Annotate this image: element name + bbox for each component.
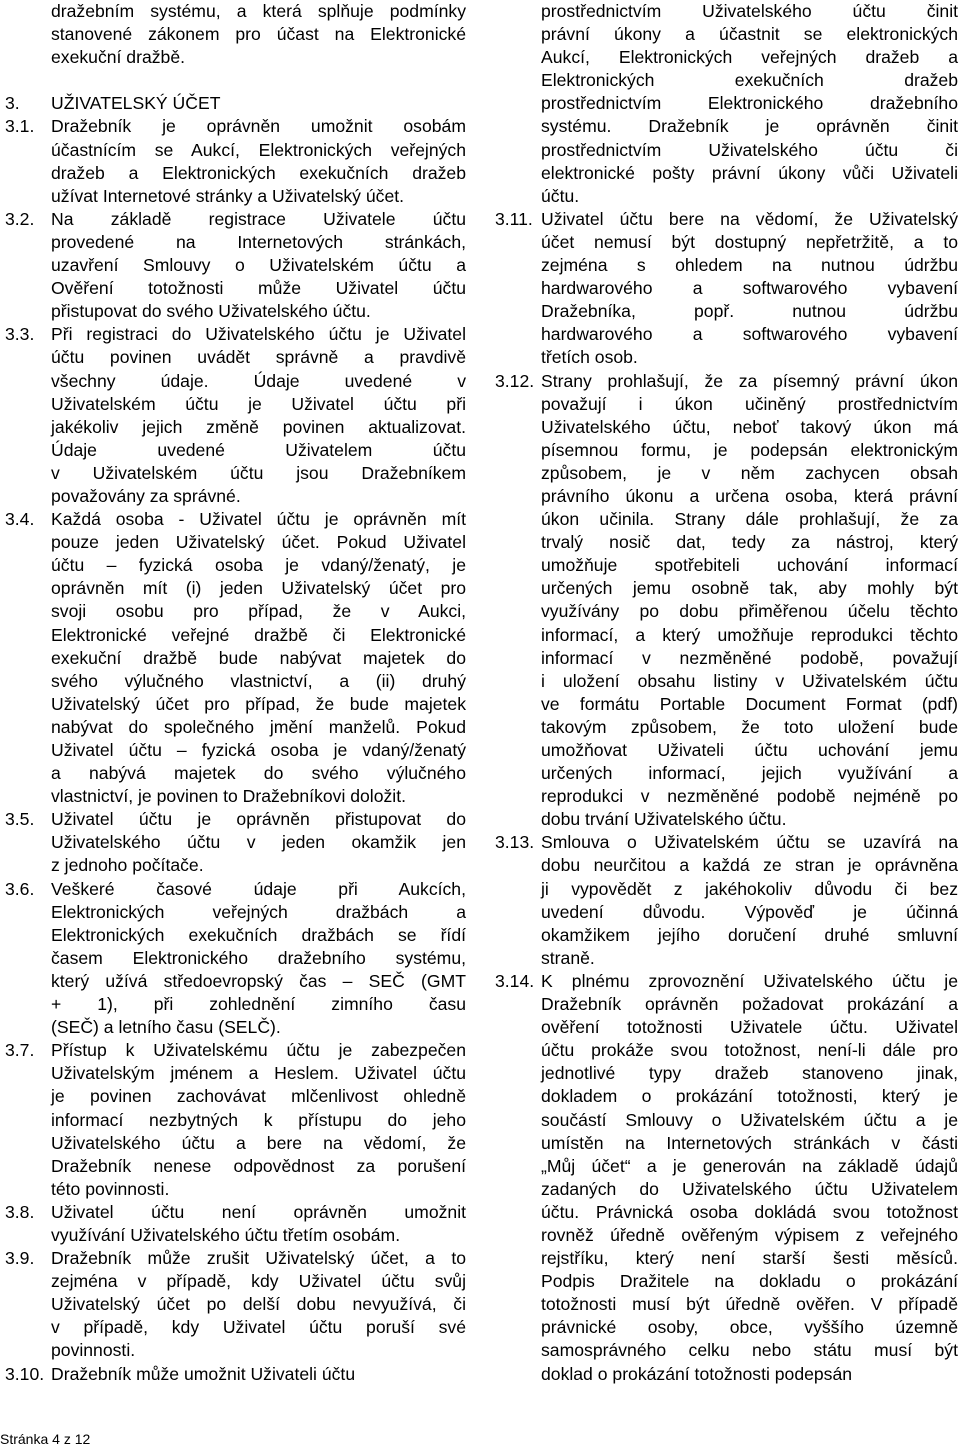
text-line: rejstříku, který není starší šesti měsíců. [541,1248,958,1269]
text-line: Dražebník nenese odpovědnost za porušení [51,1155,466,1176]
text-line: vlastnictví, je povinen to Dražebníkovi doložit. [51,786,406,807]
text-line: (SEČ) a letního času (SELČ). [51,1017,281,1038]
text-line: i uložení obsahu listiny v Uživatelském účtu [541,670,958,691]
text-line: exekuční dražbě. [51,47,185,68]
text-line: právnické osoby, obce, vyššího územně [541,1317,958,1338]
text-line: ověření totožnosti Uživatele účtu. Uživatel [541,1017,958,1038]
text-line: Uživatelského účtu a bere na vědomí, že [51,1132,466,1153]
text-line: dražeb a Elektronických exekučních dražeb [51,162,466,183]
text-line: takovým způsobem, že toto uložení bude [541,716,958,737]
text-line: nabývat do společného jmění manželů. Pokud [51,716,466,737]
text-line: Při registraci do Uživatelského účtu je Uživatel [51,324,466,345]
clause-number: 3.11. [495,208,533,229]
text-line: Dražebníka, popř. nutnou údržbu [541,301,958,322]
text-line: účtu povinen uvádět správně a pravdivě [51,347,466,368]
text-line: samosprávného celku nebo státu musí být [541,1340,958,1361]
clause [5,1201,466,1247]
text-line: Uživatelským jménem a Heslem. Uživatel účtu [51,1063,466,1084]
text-line: právní úkony a účastnit se elektronických [541,24,958,45]
left-continued-paragraph [5,0,466,69]
text-line: Podpis Dražitele na dokladu o prokázání [541,1271,958,1292]
text-line: rovněž úředně ověřeným výpisem z veřejného [541,1224,958,1245]
text-line: využívány po dobu přiměřenou účelu těchto [541,601,958,622]
text-line: Na základě registrace Uživatele účtu [51,208,466,229]
text-line: stanovené zákonem pro účast na Elektronické [51,24,466,45]
clause [495,208,958,370]
text-line: doklad o prokázání totožnosti podepsán [541,1363,853,1384]
text-line: ve formátu Portable Document Format (pdf) [541,693,958,714]
text-line: informací v nezměněné podobě, považují [541,647,958,668]
clause-number: 3.14. [495,970,535,991]
text-line: pouze jeden Uživatelský účet. Pokud Uživatel [51,532,466,553]
text-line: Elektronických veřejných dražbách a [51,901,466,922]
text-line: Uživatel účtu bere na vědomí, že Uživatelský [541,208,958,229]
section-number: 3. [5,93,20,114]
right-continued-paragraph [495,0,958,208]
text-line: Elektronické veřejné dražbě či Elektronické [51,624,466,645]
text-line: Přístup k Uživatelskému účtu je zabezpečen [51,1040,466,1061]
text-line: dokladem o prokázání totožnosti, který je [541,1086,958,1107]
text-line: z jednoho počítače. [51,855,204,876]
text-line: Uživatel účtu není oprávněn umožnit [51,1201,466,1222]
text-line: zejména s ohledem na nutnou údržbu [541,255,958,276]
text-line: prostřednictvím Elektronického dražebního [541,93,958,114]
clause [5,808,466,877]
clause-number: 3.2. [5,208,35,229]
text-line: prostřednictvím Uživatelského účtu činit [541,1,958,21]
text-line: této povinnosti. [51,1178,170,1199]
text-line: všechny údaje. Údaje uvedené v [51,370,466,391]
text-line: totožnosti musí být úředně ověřen. V případě [541,1294,958,1315]
text-line: svého výlučného vlastnictví, a (ii) druhý [51,670,466,691]
text-line: Dražebník může zrušit Uživatelský účet, a to [51,1248,466,1269]
text-line: Uživatel účtu – fyzická osoba je vdaný/ženatý [51,740,466,760]
text-line: Uživatelský účet pro případ, že bude majetek [51,693,466,714]
text-line: hardwarového a softwarového vybavení [541,324,958,345]
clause [5,1039,466,1201]
text-line: určených jemu osobně tak, aby mohly být [541,578,958,599]
text-line: zadaných do Uživatelského účtu Uživatelem [541,1178,958,1199]
text-line: systému. Dražebník je oprávněn činit [541,116,958,137]
text-line: svoji osobu pro případ, že v Aukci, [51,601,466,622]
clause-number: 3.8. [5,1201,35,1222]
text-line: povinnosti. [51,1340,136,1361]
left-column [5,0,466,1386]
text-line: Uživatelský účet po delší dobu nevyužívá, či [51,1294,466,1315]
text-line: umožňovat Uživateli účtu uchování jemu [541,740,958,760]
clause-number: 3.3. [5,324,35,345]
text-line: jakékoliv jejich změně povinen aktualizovat. [51,416,466,437]
clause-number: 3.5. [5,809,35,830]
text-line: dobu trvání Uživatelského účtu. [541,809,787,830]
text-line: Dražebník oprávněn požadovat prokázání a [541,994,958,1015]
text-line: okamžikem jejího doručení druhé smluvní [541,924,958,945]
text-line: v případě, kdy Uživatel účtu poruší své [51,1317,466,1338]
text-line: způsobem, je v něm zachycen obsah [541,462,958,483]
text-line: Dražebník může umožnit Uživateli účtu [51,1363,356,1384]
text-line: Strany prohlašují, že za písemný právní úkon [541,370,958,391]
clause [5,1247,466,1362]
text-line: Elektronických exekučních dražeb [541,70,958,91]
text-line: K plnému zprovoznění Uživatelského účtu je [541,970,958,991]
text-line: umožňuje spotřebiteli uchování informací [541,555,958,576]
clause [5,508,466,808]
text-line: právního úkonu a určena osoba, která právní [541,485,958,506]
text-line: Elektronických exekučních dražbách se řídí [51,924,466,945]
right-column [495,0,958,1386]
clause-number: 3.1. [5,116,35,137]
text-line: jednotlivé typy dražeb stanoveno jinak, [541,1063,958,1084]
text-line: ji vypovědět z jakéhokoliv důvodu či bez [541,878,958,899]
text-line: určených informací, jejich využívání a [541,763,958,784]
clause-number: 3.10. [5,1363,45,1384]
text-line: Ověření totožnosti může Uživatel účtu [51,278,466,299]
text-line: součástí Smlouvy o Uživatelském účtu a je [541,1109,958,1130]
text-line: v Uživatelském účtu jsou Dražebníkem [51,462,466,483]
text-line: straně. [541,947,595,968]
text-line: a nabývá majetek do svého výlučného [51,763,466,784]
text-line: účet nemusí být dostupný nepřetržitě, a to [541,231,958,252]
text-line: je povinen zachovávat mlčenlivost ohledně [51,1086,466,1107]
text-line: Každá osoba - Uživatel účtu je oprávněn mít [51,509,466,530]
text-line: považovány za správné. [51,485,241,506]
text-line: časem Elektronického dražebního systému, [51,947,466,968]
right-clauses [495,208,958,1386]
text-line: dražebním systému, a která splňuje podmínky [51,1,466,21]
text-line: umístěn na Internetových stránkách v části [541,1132,958,1153]
text-line: informací nezbytných k přístupu do jeho [51,1109,466,1130]
text-line: provedené na Internetových stránkách, [51,231,466,252]
text-line: trvalý nosič dat, tedy za nástroj, který [541,532,958,553]
text-line: Smlouva o Uživatelském účtu se uzavírá na [541,832,958,853]
clause [5,208,466,323]
text-line: reprodukci v nezměněné podobě nejméně po [541,786,958,807]
text-line: účtu prokáže svou totožnost, není-li dále pro [541,1040,958,1061]
text-line: písemnou formu, je podepsán elektronickým [541,439,958,460]
text-line: + 1), při zohlednění zimního času [51,994,466,1015]
text-line: který užívá středoevropský čas – SEČ (GMT [51,970,466,991]
clause-number: 3.13. [495,832,535,853]
text-line: účtu. [541,185,580,206]
clause [495,831,958,970]
clause-number: 3.12. [495,370,535,391]
left-clauses [5,115,466,1385]
text-line: oprávněn mít (i) jeden Uživatelský účet pro [51,578,466,599]
text-line: informací, a který umožňuje reprodukci těchto [541,624,958,645]
section-title: UŽIVATELSKÝ ÚČET [51,93,221,114]
text-line: Uživatelském účtu je Uživatel účtu při [51,393,466,414]
text-line: zejména v případě, kdy Uživatel účtu svůj [51,1271,466,1292]
clause-number: 3.7. [5,1040,35,1061]
text-line: užívat Internetové stránky a Uživatelský účet. [51,185,405,206]
clause-number: 3.9. [5,1248,35,1269]
text-line: elektronické pošty právní úkony vůči Uživateli [541,162,958,183]
text-line: uvedení důvodu. Výpověď je účinná [541,901,958,922]
text-line: účastnícím se Aukcí, Elektronických veřejných [51,139,466,160]
text-line: využívání Uživatelského účtu třetím osobám. [51,1224,401,1245]
page-footer: Stránka 4 z 12 [0,1431,91,1447]
text-line: prostřednictvím Uživatelského účtu či [541,139,958,160]
text-line: „Můj účet“ a je generován na základě údajů [541,1155,958,1176]
clause-number: 3.4. [5,509,35,530]
text-line: exekuční dražbě bude nabývat majetek do [51,647,466,668]
text-line: považují i úkon učiněný prostřednictvím [541,393,958,414]
text-line: Údaje uvedené Uživatelem účtu [51,439,466,460]
clause [495,970,958,1386]
clause [495,370,958,832]
text-line: Uživatel účtu je oprávněn přistupovat do [51,809,466,830]
text-line: hardwarového a softwarového vybavení [541,278,958,299]
text-line: přistupovat do svého Uživatelského účtu. [51,301,371,322]
clause [5,1363,466,1386]
text-line: účtu. Právnická osoba dokládá svou totožnost [541,1201,958,1222]
text-line: Uživatelského účtu, neboť takový úkon má [541,416,958,437]
clause-number: 3.6. [5,878,35,899]
text-line: účtu – fyzická osoba je vdaný/ženatý, je [51,555,466,576]
text-line: Dražebník je oprávněn umožnit osobám [51,116,466,137]
section-heading [5,92,466,115]
text-line: úkon učinila. Strany dále prohlašují, že za [541,509,958,530]
text-line: dobu neurčitou a každá ze stran je oprávněna [541,855,958,876]
text-line: Uživatelského účtu v jeden okamžik jen [51,832,466,853]
text-line: uzavření Smlouvy o Uživatelském účtu a [51,255,466,276]
text-line: třetích osob. [541,347,638,368]
text-line: Veškeré časové údaje při Aukcích, [51,878,466,899]
text-line: Aukcí, Elektronických veřejných dražeb a [541,47,958,68]
clause [5,115,466,207]
clause [5,878,466,1040]
clause [5,323,466,508]
